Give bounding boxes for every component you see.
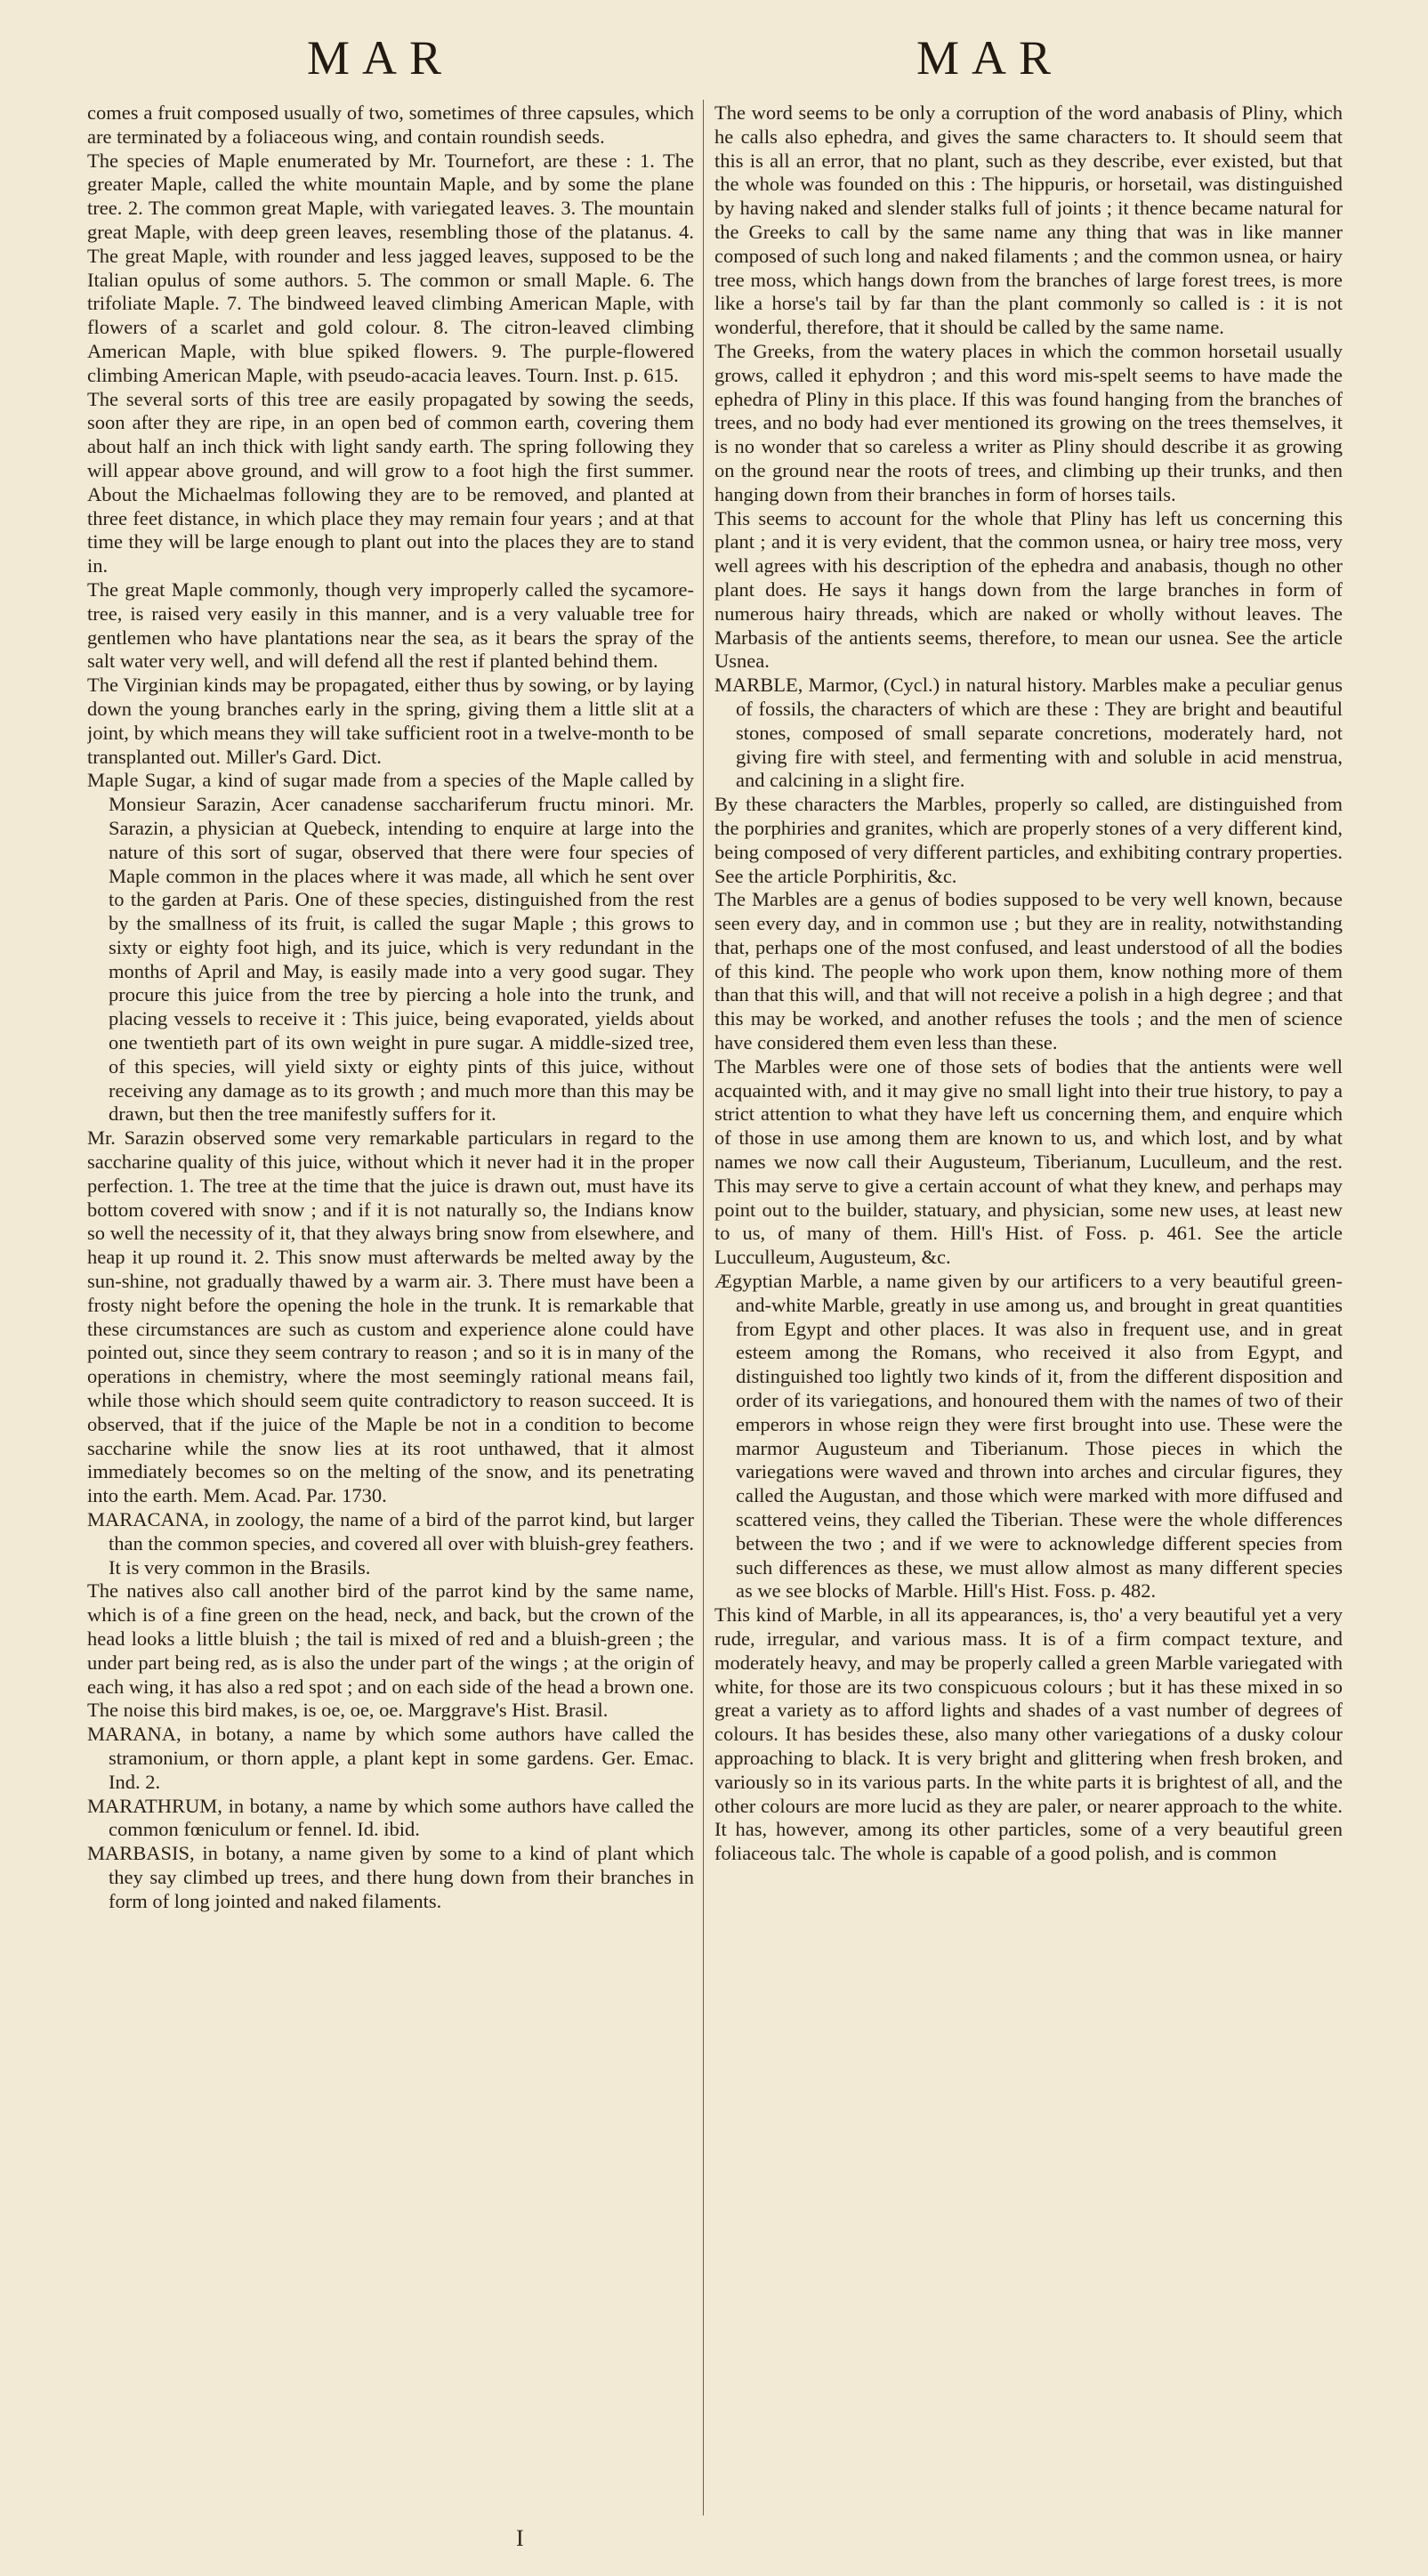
column-divider: [703, 100, 704, 2515]
paragraph: Mr. Sarazin observed some very remarkable particulars in regard to the saccharine quality of this juice, without which it never had it in the proper perfection. 1. The tree at the time that the juice is drawn out, must have its bottom covered with snow ; and if it is not naturally so, the Indians know so well the necessity of it, that they always bring snow from elsewhere, and heap it up round it. 2. This snow must afterwards be melted away by the sun-shine, not gradually thawed by a warm air. 3. There must have been a frosty night before the opening the hole in the trunk. It is remarkable that these circumstances are such as custom and experience alone could have pointed out, since they seem contrary to reason ; and so it is in many of the operations in chemistry, where the most seemingly rational means fail, while those which should seem quite contradictory to reason succeed. It is observed, that if the juice of the Maple be not in a condition to become saccharine while the snow lies at its root unthawed, that it almost immediately becomes so on the melting of the snow, and its penetrating into the earth. Mem. Acad. Par. 1730.: [87, 1126, 694, 1507]
paragraph: This seems to account for the whole that Pliny has left us concerning this plant ; and it is very evident, that the common usnea, or hairy tree moss, very well agrees with his description of the ephedra and anabasis, though no other plant does. He says it hangs down from the large branches in form of numerous hairy threads, which are naked or wholly without leaves. The Marbasis of the antients seems, therefore, to mean our usnea. See the article Usnea.: [714, 506, 1343, 673]
paragraph: By these characters the Marbles, properly so called, are distinguished from the porphiries and granites, which are properly stones of a very different kind, being composed of very different particles, and exhibiting contrary properties. See the article Porphiritis, &c.: [714, 793, 1343, 887]
dictionary-entry: MARACANA, in zoology, the name of a bird of the parrot kind, but larger than the common species, and covered all over with bluish-grey feathers. It is very common in the Brasils.: [87, 1508, 694, 1579]
paragraph: The Greeks, from the watery places in which the common horsetail usually grows, called it ephydron ; and this word mis-spelt seems to have made the ephedra of Pliny in this place. If this was found hanging from the branches of trees, and no body had ever mentioned its growing on the trees themselves, it is no wonder that so careless a writer as Pliny should describe it as growing on the ground near the roots of trees, and climbing up their trunks, and then hanging down from their branches in form of horses tails.: [714, 339, 1343, 505]
page-folio: I: [516, 2525, 524, 2551]
paragraph: The word seems to be only a corruption of the word anabasis of Pliny, which he calls also ephedra, and gives the same characters to. It should seem that this is all an error, that no plant, such as they describe, ever existed, but that the whole was founded on this : The hippuris, or horsetail, was distinguished by having naked and slender stalks full of joints ; it thence became natural for the Greeks to call by the same name any thing that was in like manner composed of such long and naked filaments ; and the common usnea, or hairy tree moss, which hangs down from the branches of large forest trees, is more like a horse's tail by far than the plant commonly so called is : it is not wonderful, therefore, that it should be called by the same name.: [714, 101, 1343, 339]
dictionary-entry: MARBASIS, in botany, a name given by some to a kind of plant which they say climbed up trees, and there hung down from their branches in form of long jointed and naked filaments.: [87, 1842, 694, 1912]
paragraph: The Virginian kinds may be propagated, either thus by sowing, or by laying down the young branches early in the spring, giving them a little slit at a joint, by which means they will take sufficient root in a twelve-month to be transplanted out. Miller's Gard. Dict.: [87, 674, 694, 768]
dictionary-entry: Ægyptian Marble, a name given by our artificers to a very beautiful green-and-white Marble, greatly in use among us, and brought in great quantities from Egypt and other places. It was also in frequent use, and in great esteem among the Romans, who received it also from Egypt, and distinguished too lightly two kinds of it, from the different disposition and order of its variegations, and honoured them with the names of two of their emperors in whose reign they were first brought into use. These were the marmor Augusteum and Tiberianum. Those pieces in which the variegations were waved and thrown into arches and circular figures, they called the Augustan, and those which were marked with more diffused and scattered veins, they called the Tiberian. These were the whole differences between the two ; and if we were to acknowledge different species from such differences as these, we must allow almost as many different species as we see blocks of Marble. Hill's Hist. Foss. p. 482.: [714, 1270, 1343, 1603]
paragraph: The natives also call another bird of the parrot kind by the same name, which is of a fine green on the head, neck, and back, but the crown of the head looks a little bluish ; the tail is mixed of red and a bluish-green ; the under part being red, as is also the under part of the wings ; at the origin of each wing, it has also a red spot ; and on each side of the head a brown one. The noise this bird makes, is oe, oe, oe. Marggrave's Hist. Brasil.: [87, 1579, 694, 1722]
running-head-left: MAR: [307, 31, 455, 85]
paragraph: The Marbles are a genus of bodies supposed to be very well known, because seen every day, and in common use ; but they are in reality, notwithstanding that, perhaps one of the most confused, and least understood of all the bodies of this kind. The people who work upon them, know nothing more of them than that this will, and that will not receive a polish in a high degree ; and that this may be worked, and another refuses the tools ; and the men of science have considered them even less than these.: [714, 888, 1343, 1054]
paragraph: comes a fruit composed usually of two, sometimes of three capsules, which are terminated by a foliaceous wing, and contain roundish seeds.: [87, 101, 694, 148]
left-column: [87, 101, 694, 2504]
paragraph: The great Maple commonly, though very improperly called the sycamore-tree, is raised very easily in this manner, and is a very valuable tree for gentlemen who have plantations near the sea, as it bears the spray of the salt water very well, and will defend all the rest if planted behind them.: [87, 577, 694, 673]
dictionary-entry: MARBLE, Marmor, (Cycl.) in natural history. Marbles make a peculiar genus of fossils, the characters of which are these : They are bright and beautiful stones, composed of small separate concretions, moderately hard, not giving fire with steel, and fermenting with and soluble in acid menstrua, and calcining in a slight fire.: [714, 674, 1343, 792]
paragraph: The several sorts of this tree are easily propagated by sowing the seeds, soon after they are ripe, in an open bed of common earth, covering them about half an inch thick with light sandy earth. The spring following they will appear above ground, and will grow to a foot high the first summer. About the Michaelmas following they are to be removed, and planted at three feet distance, in which place they may remain four years ; and at that time they will be large enough to plant out into the places they are to stand in.: [87, 387, 694, 577]
paragraph: This kind of Marble, in all its appearances, is, tho' a very beautiful yet a very rude, irregular, and various mass. It is of a firm compact texture, and moderately heavy, and may be properly called a green Marble variegated with white, for those are its two conspicuous colours ; but it has these mixed in so great a variety as to afford lights and shades of a vast number of degrees of colours. It has besides these, also many other variegations of a dusky colour approaching to black. It is very bright and glittering when fresh broken, and variously so in its various parts. In the white parts it is brightest of all, and the other colours are more lucid as they are paler, or nearer approach to the white. It has, however, among its other particles, some of a very beautiful green foliaceous talc. The whole is capable of a good polish, and is common: [714, 1603, 1343, 1865]
running-head-right: MAR: [916, 31, 1064, 85]
paragraph: The Marbles were one of those sets of bodies that the antients were well acquainted with, and it may give no small light into their true history, to pay a strict attention to what they have left us concerning them, and enquire which of those in use among them are known to us, and which lost, and by what names we now call their Augusteum, Tiberianum, Luculleum, and the rest. This may serve to give a certain account of what they knew, and perhaps may point out to the builder, statuary, and physician, some new uses, at least new to us, of many of them. Hill's Hist. of Foss. p. 461. See the article Lucculleum, Augusteum, &c.: [714, 1054, 1343, 1269]
paragraph: The species of Maple enumerated by Mr. Tournefort, are these : 1. The greater Maple, called the white mountain Maple, and by some the plane tree. 2. The common great Maple, with variegated leaves. 3. The mountain great Maple, with deep green leaves, resembling those of the platanus. 4. The great Maple, with rounder and less jagged leaves, supposed to be the Italian opulus of some authors. 5. The common or small Maple. 6. The trifoliate Maple. 7. The bindweed leaved climbing American Maple, with flowers of a scarlet and gold colour. 8. The citron-leaved climbing American Maple, with blue spiked flowers. 9. The purple-flowered climbing American Maple, with pseudo-acacia leaves. Tourn. Inst. p. 615.: [87, 149, 694, 386]
dictionary-entry: MARANA, in botany, a name by which some authors have called the stramonium, or thorn apple, a plant kept in some gardens. Ger. Emac. Ind. 2.: [87, 1723, 694, 1793]
right-column: [714, 101, 1343, 2504]
dictionary-entry: MARATHRUM, in botany, a name by which some authors have called the common fœniculum or fennel. Id. ibid.: [87, 1794, 694, 1841]
dictionary-entry: Maple Sugar, a kind of sugar made from a species of the Maple called by Monsieur Sarazin, Acer canadense sacchariferum fructu minori. Mr. Sarazin, a physician at Quebeck, intending to enquire at large into the nature of this sort of sugar, observed that there were four species of Maple common in the places where it was made, all which he sent over to the garden at Paris. One of these species, distinguished from the rest by the smallness of its fruit, is called the sugar Maple ; this grows to sixty or eighty foot high, and its juice, which is very redundant in the months of April and May, is easily made into a very good sugar. They procure this juice from the tree by piercing a hole into the trunk, and placing vessels to receive it : This juice, being evaporated, yields about one twentieth part of its own weight in pure sugar. A middle-sized tree, of this species, will yield sixty or eighty pints of this juice, without receiving any damage as to its growth ; and much more than this may be drawn, but then the tree manifestly suffers for it.: [87, 769, 694, 1126]
